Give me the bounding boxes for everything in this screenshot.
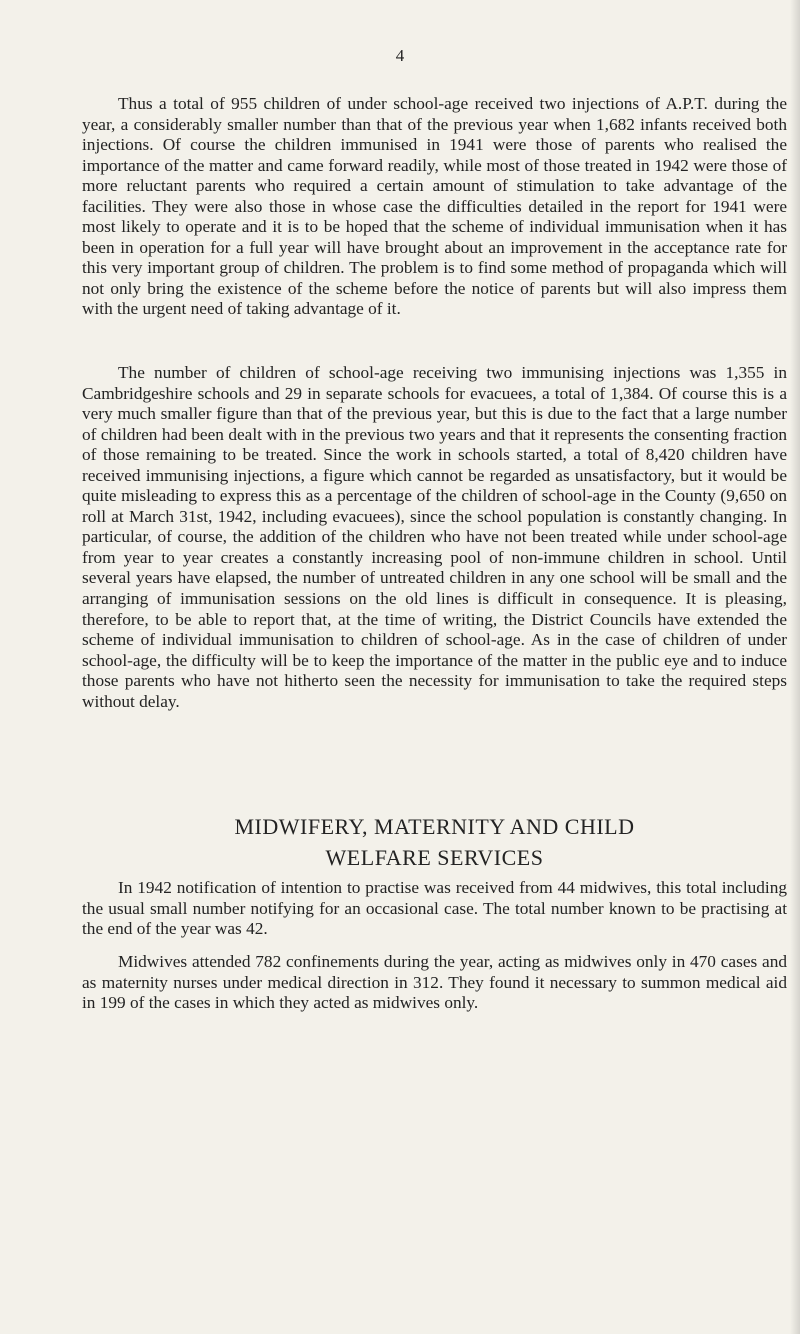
section-heading-line-2: WELFARE SERVICES [325,845,544,870]
section-heading-line-1: MIDWIFERY, MATERNITY AND CHILD [234,814,635,839]
page-edge-shadow [790,0,800,1334]
paragraph-midwife-notifications: In 1942 notification of intention to practise was received from 44 midwives, this total including the usual small number notifying for an occasional case. The total number known to be practising at the end of the year was 42. [82,878,787,939]
paragraph-school-age-immunisation: The number of children of school-age receiving two immunising injections was 1,355 in Cambridgeshire schools and 29 in separate schools for evacuees, a total of 1,384. Of course this is a very much smaller figure than that of the previous year, but this is due to the fact that a large number of children had been dealt with in the previous two years and that it represents the consenting fraction of those remaining to be treated. Since the work in schools started, a total of 8,420 children have received immunising injections, a figure which cannot be regarded as unsatisfactory, but it would be quite misleading to express this as a percentage of the children of school-age in the County (9,650 on roll at March 31st, 1942, including evacuees), since the school population is constantly changing. In particular, of course, the addition of the children who have not been treated while under school-age from year to year creates a constantly increasing pool of non-immune children in school. Until several years have elapsed, the number of untreated children in any one school will be small and the arranging of immunisation sessions on the old lines is difficult in consequence. It is pleasing, therefore, to be able to report that, at the time of writing, the District Councils have extended the scheme of individual immunisation to children of school-age. As in the case of children of under school-age, the difficulty will be to keep the importance of the matter in the public eye and to induce those parents who have not hitherto seen the necessity for immunisation to take the required steps without delay. [82,363,787,711]
page-number: 4 [395,46,405,65]
paragraph-under-school-age-immunisation: Thus a total of 955 children of under school-age received two injections of A.P.T. during the year, a considerably smaller number than that of the previous year when 1,682 infants received both injections. Of course the children immunised in 1941 were those of parents who realised the importance of the matter and came forward readily, while most of those treated in 1942 were those of more reluctant parents who required a certain amount of stimulation to take advantage of the facilities. They were also those in whose case the difficulties detailed in the report for 1941 were most likely to operate and it is to be hoped that the scheme of individual immunisation when it has been in operation for a full year will have brought about an improvement in the acceptance rate for this very important group of children. The problem is to find some method of propaganda which will not only bring the existence of the scheme before the notice of parents but will also impress them with the urgent need of taking advantage of it. [82,94,787,319]
paragraph-confinements: Midwives attended 782 confinements during the year, acting as midwives only in 470 cases and as maternity nurses under medical direction in 312. They found it necessary to summon medical aid in 199 of the cases in which they acted as midwives only. [82,952,787,1013]
